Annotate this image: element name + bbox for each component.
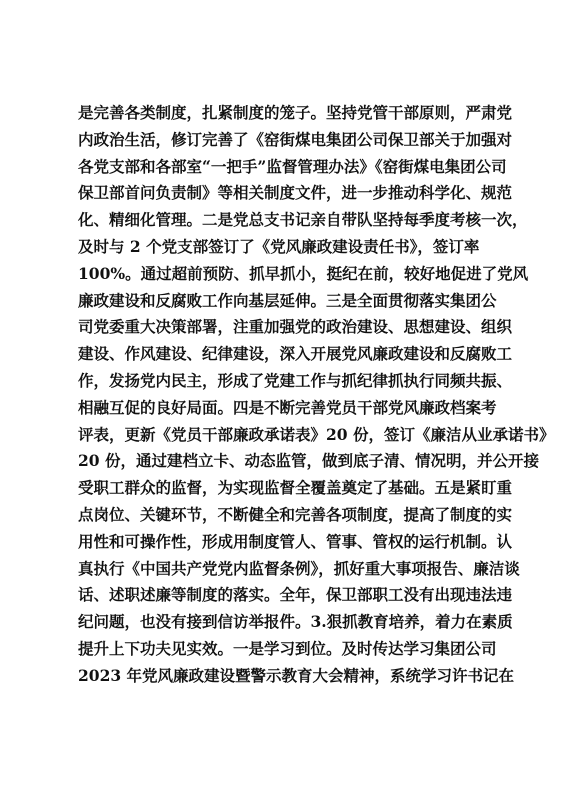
text-line: 及时与 2 个党支部签订了《党风廉政建设责任书》，签订率 [78, 236, 480, 256]
document-body-text [78, 100, 555, 690]
text-line: 评表，更新《党员干部廉政承诺表》20 份，签订《廉洁从业承诺书》 [78, 424, 555, 444]
text-line: 用性和可操作性，形成用制度管人、管事、管权的运行机制。认 [78, 531, 513, 551]
text-line: 廉政建设和反腐败工作向基层延伸。三是全面贯彻落实集团公 [78, 290, 497, 310]
text-line: 受职工群众的监督，为实现监督全覆盖奠定了基础。五是紧盯重 [78, 478, 513, 498]
text-line: 2023 年党风廉政建设暨警示教育大会精神，系统学习许书记在 [78, 665, 515, 685]
text-line: 点岗位、关键环节，不断健全和完善各项制度，提高了制度的实 [78, 504, 513, 524]
text-line: 内政治生活，修订完善了《窑街煤电集团公司保卫部关于加强对 [78, 129, 513, 149]
text-line: 作，发扬党内民主，形成了党建工作与抓纪律抓执行同频共振、 [78, 370, 513, 390]
text-line: 20 份，通过建档立卡、动态监管，做到底子清、情况明，并公开接 [78, 451, 539, 471]
text-line: 保卫部首问负责制》等相关制度文件，进一步推动科学化、规范 [78, 183, 513, 203]
text-line: 纪问题，也没有接到信访举报件。3.狠抓教育培养，着力在素质 [78, 612, 513, 632]
text-line: 100%。通过超前预防、抓早抓小，挺纪在前，较好地促进了党风 [78, 263, 529, 283]
text-line: 话、述职述廉等制度的落实。全年，保卫部职工没有出现违法违 [78, 585, 513, 605]
text-line: 相融互促的良好局面。四是不断完善党员干部党风廉政档案考 [78, 397, 497, 417]
text-line: 各党支部和各部室“一把手”监督管理办法》《窑街煤电集团公司 [78, 156, 507, 176]
text-line: 是完善各类制度，扎紧制度的笼子。坚持党管干部原则，严肃党 [78, 103, 513, 122]
text-line: 化、精细化管理。二是党总支书记亲自带队坚持每季度考核一次， [78, 210, 528, 230]
text-line: 建设、作风建设、纪律建设，深入开展党风廉政建设和反腐败工 [78, 344, 513, 364]
text-line: 司党委重大决策部署，注重加强党的政治建设、思想建设、组织 [78, 317, 513, 337]
text-line: 提升上下功夫见实效。一是学习到位。及时传达学习集团公司 [78, 638, 497, 658]
text-line: 真执行《中国共产党党内监督条例》，抓好重大事项报告、廉洁谈 [78, 558, 520, 578]
